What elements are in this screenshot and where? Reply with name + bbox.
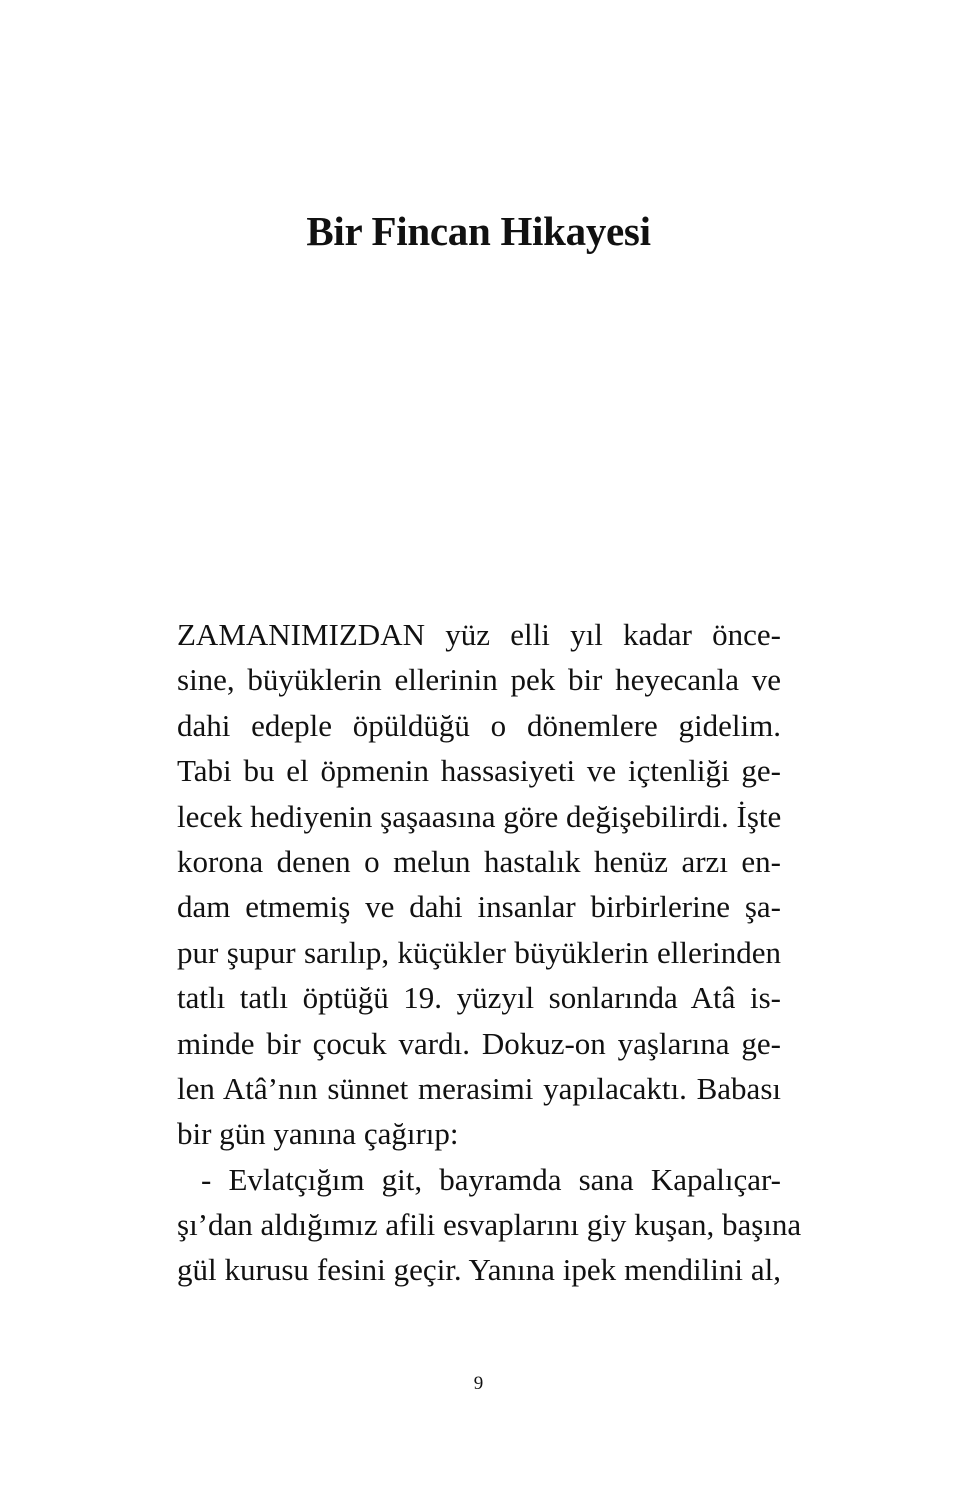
text-line: korona denen o melun hastalık henüz arzı en- [177,843,781,879]
text-line: gül kurusu fesini geçir. Yanına ipek mendilini al, [177,1252,781,1288]
text-line: dam etmemiş ve dahi insanlar birbirlerine şa- [177,889,781,925]
text-line: len Atâ’nın sünnet merasimi yapılacaktı. Babası [177,1070,781,1106]
text-line: sine, büyüklerin ellerinin pek bir heyecanla ve [177,662,781,698]
text-line: dahi edeple öpüldüğü o dönemlere gidelim. [177,707,781,743]
page-number: 9 [473,1373,484,1394]
dialogue-line: - Evlatçığım git, bayramda sana Kapalıçar- [201,1161,781,1197]
text-line: tatlı tatlı öptüğü 19. yüzyıl sonlarında Atâ is- [177,980,781,1016]
text-line: lecek hediyenin şaşaasına göre değişebilirdi. İşte [177,798,782,834]
text-line: şı’dan aldığımız afili esvaplarını giy kuşan, başına [177,1207,802,1243]
text-line: minde bir çocuk vardı. Dokuz-on yaşlarına ge- [177,1025,781,1061]
text-line: pur şupur sarılıp, küçükler büyüklerin ellerinden [177,934,781,970]
chapter-title: Bir Fincan Hikayesi [306,208,651,254]
text-line: bir gün yanına çağırıp: [177,1116,459,1152]
chapter-body [177,612,802,1293]
text-line: ZAMANIMIZDAN yüz elli yıl kadar önce- [177,617,781,652]
text-line: Tabi bu el öpmenin hassasiyeti ve içtenliği ge- [177,753,781,789]
